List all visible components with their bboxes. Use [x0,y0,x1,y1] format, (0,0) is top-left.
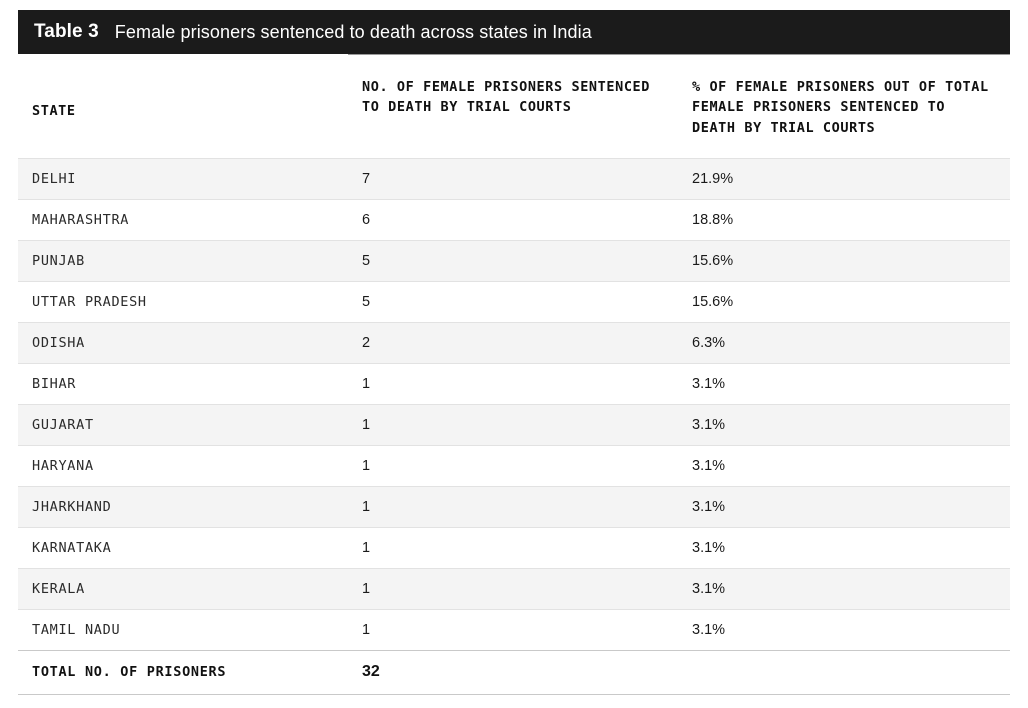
table-header [18,55,1010,159]
cell-percent: 18.8% [678,199,1010,240]
table-caption-label: Table 3 [34,21,99,42]
cell-percent: 3.1% [678,486,1010,527]
cell-percent: 3.1% [678,568,1010,609]
cell-percent: 3.1% [678,363,1010,404]
table-caption-bar [18,10,1010,54]
table-body [18,158,1010,694]
cell-state: UTTAR PRADESH [18,281,348,322]
cell-percent: 3.1% [678,527,1010,568]
cell-count: 1 [348,404,678,445]
table-row [18,445,1010,486]
table-row [18,363,1010,404]
cell-count: 1 [348,609,678,650]
cell-state: HARYANA [18,445,348,486]
table-row [18,568,1010,609]
table-row [18,281,1010,322]
table-caption-title: Female prisoners sentenced to death across states in India [114,21,592,42]
table-row [18,199,1010,240]
cell-state: BIHAR [18,363,348,404]
cell-state: GUJARAT [18,404,348,445]
cell-count: 2 [348,322,678,363]
cell-count: 6 [348,199,678,240]
cell-total-percent [678,650,1010,694]
cell-percent: 6.3% [678,322,1010,363]
cell-count: 1 [348,486,678,527]
cell-count: 1 [348,527,678,568]
table-row [18,527,1010,568]
cell-state: KARNATAKA [18,527,348,568]
cell-state: ODISHA [18,322,348,363]
cell-state: JHARKHAND [18,486,348,527]
table-total-row [18,650,1010,694]
cell-state: KERALA [18,568,348,609]
cell-count: 5 [348,240,678,281]
cell-count: 7 [348,158,678,199]
table-row [18,240,1010,281]
cell-percent: 15.6% [678,281,1010,322]
column-header-state: STATE [18,55,348,159]
table-header-row [18,55,1010,159]
cell-state: TAMIL NADU [18,609,348,650]
table-row [18,322,1010,363]
table-row [18,404,1010,445]
cell-count: 1 [348,568,678,609]
cell-percent: 15.6% [678,240,1010,281]
cell-percent: 3.1% [678,609,1010,650]
cell-state: DELHI [18,158,348,199]
cell-count: 1 [348,445,678,486]
cell-percent: 3.1% [678,404,1010,445]
cell-state: PUNJAB [18,240,348,281]
cell-state: MAHARASHTRA [18,199,348,240]
cell-count: 1 [348,363,678,404]
cell-percent: 21.9% [678,158,1010,199]
cell-total-count: 32 [348,650,678,694]
cell-percent: 3.1% [678,445,1010,486]
column-header-percent: % OF FEMALE PRISONERS OUT OF TOTAL FEMALE PRISONERS SENTENCED TO DEATH BY TRIAL COURTS [678,55,1010,159]
table-row [18,158,1010,199]
table-row [18,486,1010,527]
cell-total-label: TOTAL NO. OF PRISONERS [18,650,348,694]
cell-count: 5 [348,281,678,322]
column-header-count: NO. OF FEMALE PRISONERS SENTENCED TO DEATH BY TRIAL COURTS [348,55,678,159]
table-row [18,609,1010,650]
female-prisoners-table [18,54,1010,695]
table-3-container [18,10,1010,695]
